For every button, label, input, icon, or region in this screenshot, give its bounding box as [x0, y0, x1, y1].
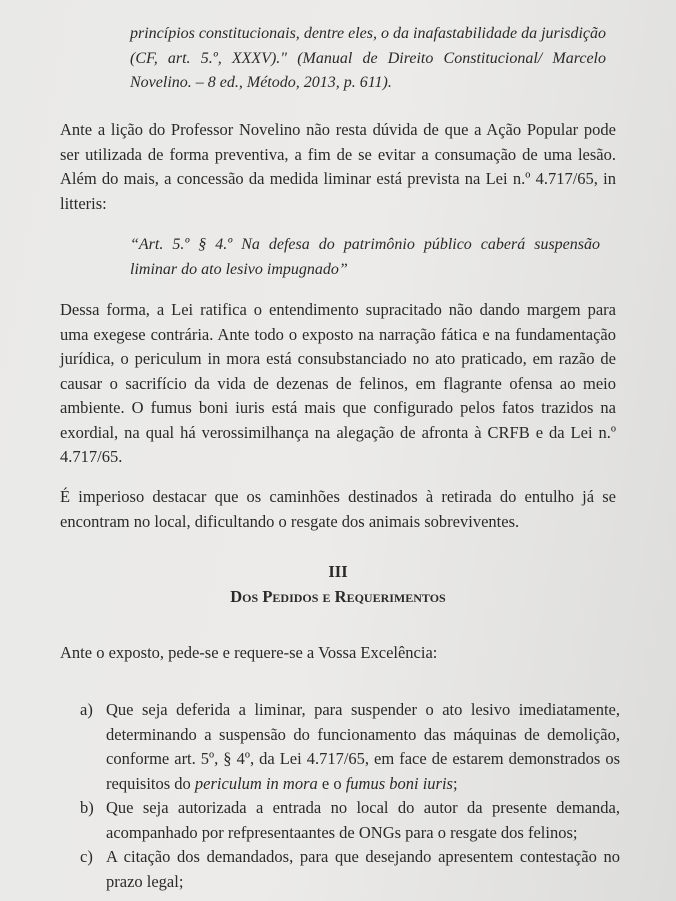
- item-text: Que seja deferida a liminar, para suspender o ato lesivo imediatamente, determinando a suspensão do funcionamento das máquinas de demolição, conforme art. 5º, § 4º, da Lei 4.717/65, em face de estarem demonstrados os requisitos do periculum in mora e o fumus boni iuris;: [106, 700, 620, 793]
- law-quote: “Art. 5.º § 4.º Na defesa do patrimônio público caberá suspensão liminar do ato lesivo impugnado”: [130, 236, 600, 278]
- paragraph-novelino: Ante a lição do Professor Novelino não resta dúvida de que a Ação Popular pode ser utilizada de forma preventiva, a fim de se evitar a consumação de uma lesão. Além do mais, a concessão da medida liminar está prevista na Lei n.º 4.717/65, in litteris:: [60, 120, 616, 213]
- request-list: [80, 698, 620, 894]
- item-text: A citação dos demandados, para que desejando apresentem contestação no prazo legal;: [106, 847, 620, 891]
- item-text: Que seja autorizada a entrada no local do autor da presente demanda, acompanhado por refpresentaantes de ONGs para o resgate dos felinos;: [106, 798, 620, 842]
- paragraph-caminhoes: É imperioso destacar que os caminhões destinados à retirada do entulho já se encontram no local, dificultando o resgate dos animais sobreviventes.: [60, 487, 616, 531]
- list-item: [80, 698, 620, 796]
- section-number: III: [328, 562, 348, 581]
- item-marker: a): [80, 700, 93, 719]
- intro-line: Ante o exposto, pede-se e requere-se a Vossa Excelência:: [60, 643, 438, 662]
- list-item: [80, 796, 620, 845]
- list-item: [80, 845, 620, 894]
- section-title: Dos Pedidos e Requerimentos: [230, 587, 446, 606]
- item-marker: c): [80, 847, 93, 866]
- paragraph-periculum: Dessa forma, a Lei ratifica o entendimento supracitado não dando margem para uma exegese contrária. Ante todo o exposto na narração fática e na fundamentação jurídica, o periculum in mora está consubstanciado no ato praticado, em razão de causar o sacrifício da vida de dezenas de felinos, em flagrante ofensa ao meio ambiente. O fumus boni iuris está mais que configurado pelos fatos trazidos na exordial, na qual há verossimilhança na alegação de afronta à CRFB e da Lei n.º 4.717/65.: [60, 300, 616, 466]
- citation-quote: princípios constitucionais, dentre eles, o da inafastabilidade da jurisdição (CF, art. 5.º, XXXV)." (Manual de Direito Constitucional/ Marcelo Novelino. – 8 ed., Método, 2013, p. 611).: [130, 25, 606, 91]
- item-marker: b): [80, 798, 94, 817]
